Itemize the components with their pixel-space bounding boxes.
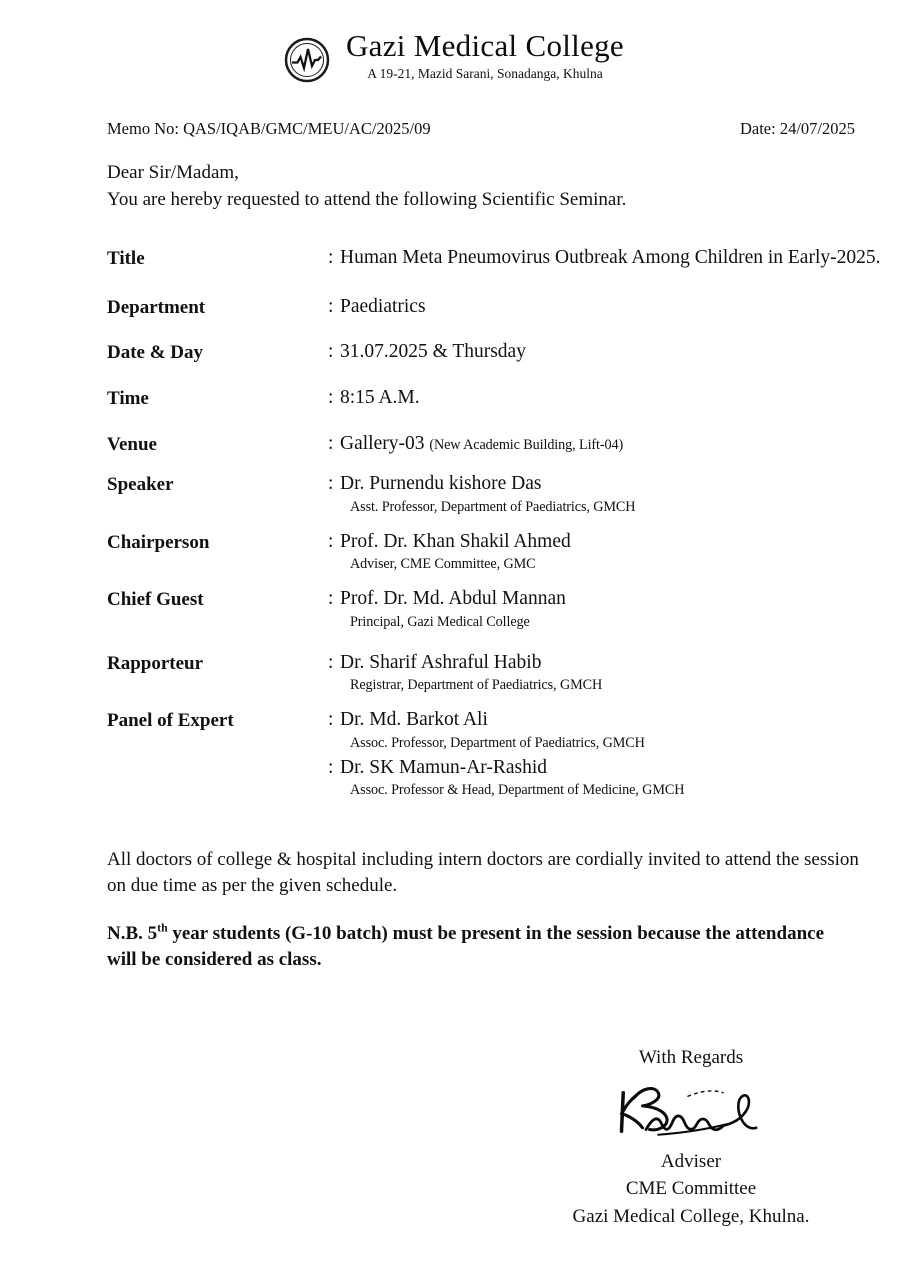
- label-title: Title: [107, 248, 145, 269]
- label-venue: Venue: [107, 433, 157, 455]
- detail-row-chief-guest: [107, 586, 887, 632]
- letterhead: [0, 30, 906, 85]
- value-department: Paediatrics: [340, 295, 426, 317]
- seminar-details: [107, 245, 887, 800]
- signatory-institution: Gazi Medical College, Khulna.: [572, 1205, 810, 1227]
- colon-rapporteur: :: [328, 651, 334, 673]
- memo-date: Date: 24/07/2025: [739, 119, 855, 138]
- detail-row-venue: [107, 431, 887, 458]
- value-panel-member-1-designation: Assoc. Professor, Department of Paediatrics, GMCH: [350, 734, 645, 751]
- colon-department: :: [328, 295, 334, 317]
- value-date-day: 31.07.2025 & Thursday: [340, 341, 526, 363]
- colon-panel-member-1: :: [328, 709, 334, 731]
- salutation-block: [107, 160, 626, 214]
- memo-header-row: [107, 119, 855, 139]
- salutation-request: You are hereby requested to attend the following Scientific Seminar.: [107, 188, 627, 210]
- organization-address: A 19-21, Mazid Sarani, Sonadanga, Khulna: [367, 65, 603, 81]
- label-time: Time: [107, 387, 149, 409]
- with-regards-text: With Regards: [638, 1047, 744, 1068]
- nb-note: [107, 921, 852, 973]
- label-department: Department: [107, 296, 206, 318]
- detail-row-chairperson: [107, 529, 887, 575]
- handwritten-signature-icon: [526, 1076, 856, 1148]
- value-panel-member-2-designation: Assoc. Professor & Head, Department of Medicine, GMCH: [350, 782, 685, 799]
- value-chairperson-designation: Adviser, CME Committee, GMC: [350, 556, 536, 573]
- organization-name: Gazi Medical College: [345, 28, 624, 63]
- label-panel-of-expert: Panel of Expert: [107, 710, 234, 732]
- value-venue-note: (New Academic Building, Lift-04): [429, 436, 624, 453]
- signatory-designation: Adviser: [660, 1150, 722, 1172]
- signatory-committee: CME Committee: [625, 1178, 757, 1200]
- nb-prefix: N.B. 5: [107, 923, 158, 944]
- panel-expert-member: [328, 755, 887, 801]
- label-chief-guest: Chief Guest: [107, 589, 204, 611]
- nb-superscript: th: [157, 921, 168, 935]
- label-date-day: Date & Day: [107, 342, 204, 364]
- value-rapporteur: Dr. Sharif Ashraful Habib: [340, 651, 542, 673]
- colon-title: :: [328, 247, 334, 268]
- colon-panel-member-2: :: [328, 756, 334, 778]
- closing-paragraph: All doctors of college & hospital including intern doctors are cordially invited to attend the session on due time as per the given schedule.: [107, 849, 859, 896]
- memo-number: Memo No: QAS/IQAB/GMC/MEU/AC/2025/09: [107, 119, 431, 138]
- value-panel-member-1: Dr. Md. Barkot Ali: [340, 709, 488, 731]
- value-chief-guest: Prof. Dr. Md. Abdul Mannan: [340, 588, 566, 610]
- label-rapporteur: Rapporteur: [107, 652, 204, 674]
- detail-row-date-day: [107, 339, 887, 366]
- colon-chairperson: :: [328, 530, 334, 552]
- value-title: Human Meta Pneumovirus Outbreak Among Children in Early-2025.: [340, 247, 881, 268]
- panel-expert-member: [328, 707, 887, 753]
- value-panel-member-2: Dr. SK Mamun-Ar-Rashid: [340, 756, 548, 778]
- colon-venue: :: [328, 432, 334, 454]
- ecg-heartbeat-circle-logo-icon: [282, 35, 332, 85]
- signature-block: [526, 1044, 856, 1230]
- nb-rest: year students (G-10 batch) must be present in the session because the attendance will be considered as class.: [107, 923, 824, 970]
- colon-date-day: :: [328, 341, 334, 363]
- value-chief-guest-designation: Principal, Gazi Medical College: [350, 613, 530, 630]
- value-venue: Gallery-03: [340, 432, 425, 454]
- value-speaker-designation: Asst. Professor, Department of Paediatrics, GMCH: [350, 498, 636, 515]
- detail-row-department: [107, 294, 887, 321]
- label-chairperson: Chairperson: [107, 531, 210, 553]
- colon-time: :: [328, 386, 334, 408]
- value-time: 8:15 A.M.: [340, 386, 420, 408]
- detail-row-rapporteur: [107, 650, 887, 696]
- detail-row-panel-of-expert: [107, 707, 887, 800]
- salutation-greeting: Dear Sir/Madam,: [107, 162, 239, 183]
- label-speaker: Speaker: [107, 474, 174, 496]
- detail-row-title: [107, 245, 887, 272]
- value-chairperson: Prof. Dr. Khan Shakil Ahmed: [340, 530, 571, 552]
- value-speaker: Dr. Purnendu kishore Das: [340, 473, 542, 495]
- value-rapporteur-designation: Registrar, Department of Paediatrics, GMCH: [350, 677, 603, 694]
- colon-speaker: :: [328, 473, 334, 495]
- detail-row-speaker: [107, 471, 887, 517]
- detail-row-time: [107, 385, 887, 412]
- colon-chief-guest: :: [328, 588, 334, 610]
